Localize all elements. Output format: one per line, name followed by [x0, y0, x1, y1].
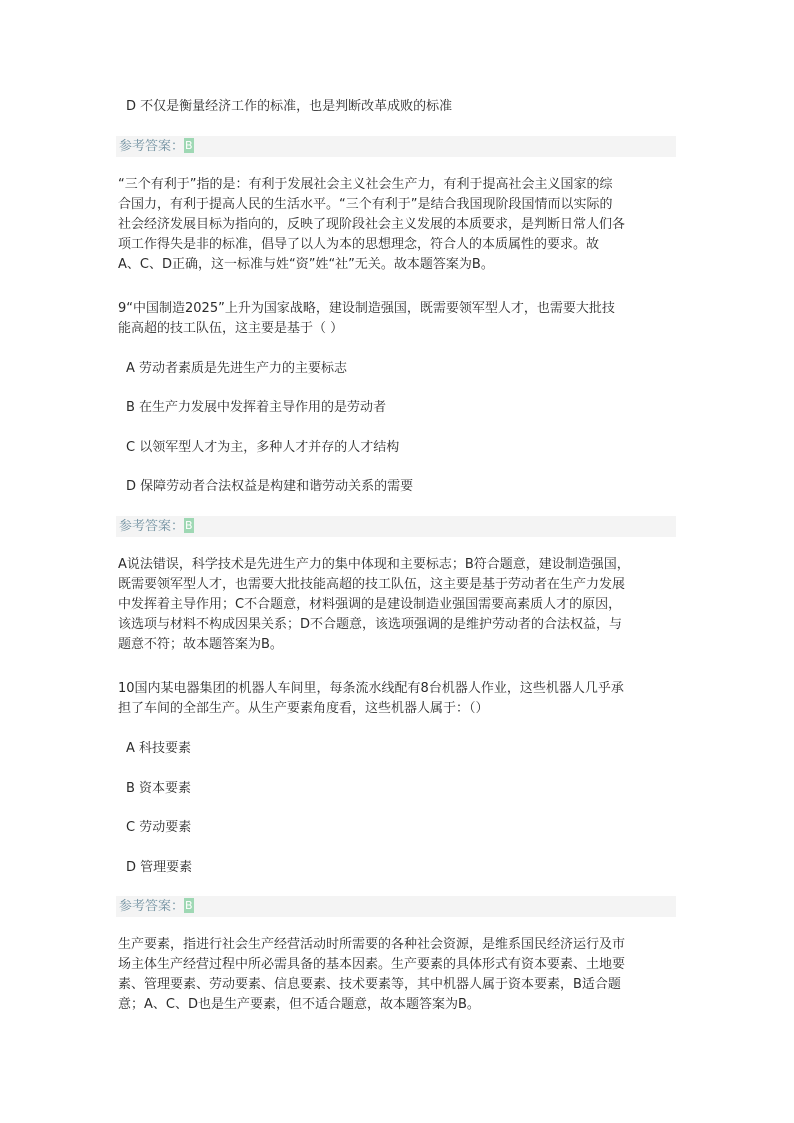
q10-option-c: C 劳动要素: [126, 820, 192, 835]
explanation-line: 意；A、C、D也是生产要素，但不适合题意，故本题答案为B。: [118, 997, 480, 1012]
question-line: 9“中国制造2025”上升为国家战略，建设制造强国，既需要领军型人才，也需要大批技: [118, 301, 615, 316]
q10-option-d: D 管理要素: [126, 860, 193, 875]
answer-label: 参考答案：: [119, 899, 185, 914]
explanation-line: A、C、D正确，这一标准与姓“资”姓“社”无关。故本题答案为B。: [118, 257, 494, 272]
answer-value: B: [185, 519, 193, 532]
answer-value: B: [185, 899, 193, 912]
q10-option-b: B 资本要素: [126, 781, 192, 796]
q9-explanation: [118, 555, 678, 655]
explanation-line: 题意不符；故本题答案为B。: [118, 637, 283, 652]
q9-option-c: C 以领军型人才为主，多种人才并存的人才结构: [126, 440, 400, 455]
q9-answer-bar: [116, 516, 676, 537]
explanation-line: 生产要素，指进行社会生产经营活动时所需要的各种社会资源，是维系国民经济运行及市: [118, 937, 626, 952]
answer-label: 参考答案：: [119, 139, 185, 154]
explanation-line: “三个有利于”指的是：有利于发展社会主义社会生产力，有利于提高社会主义国家的综: [118, 177, 613, 192]
answer-value: B: [185, 139, 193, 152]
q8-option-d: D 不仅是衡量经济工作的标准，也是判断改革成败的标准: [126, 99, 453, 114]
q10-explanation: [118, 935, 678, 1015]
explanation-line: 该选项与材料不构成因果关系；D不合题意，该选项强调的是维护劳动者的合法权益，与: [118, 617, 623, 632]
q8-answer-bar: [116, 136, 676, 157]
explanation-line: 中发挥着主导作用；C不合题意，材料强调的是建设制造业强国需要高素质人才的原因，: [118, 597, 622, 612]
q10-option-a: A 科技要素: [126, 741, 192, 756]
explanation-line: 既需要领军型人才，也需要大批技能高超的技工队伍，这主要是基于劳动者在生产力发展: [118, 577, 626, 592]
q9-option-d: D 保障劳动者合法权益是构建和谐劳动关系的需要: [126, 479, 414, 494]
q9-option-b: B 在生产力发展中发挥着主导作用的是劳动者: [126, 400, 387, 415]
explanation-line: 素、管理要素、劳动要素、信息要素、技术要素等，其中机器人属于资本要素，B适合题: [118, 977, 621, 992]
question-line: 担了车间的全部生产。从生产要素角度看，这些机器人属于：（）: [118, 701, 489, 716]
q9-question: [118, 299, 678, 339]
explanation-line: 合国力，有利于提高人民的生活水平。“三个有利于”是结合我国现阶段国情而以实际的: [118, 197, 613, 212]
q8-explanation: [118, 175, 678, 275]
explanation-line: 项工作得失是非的标准，倡导了以人为本的思想理念，符合人的本质属性的要求。故: [118, 237, 600, 252]
question-line: 10国内某电器集团的机器人车间里，每条流水线配有8台机器人作业，这些机器人几乎承: [118, 681, 624, 696]
explanation-line: 场主体生产经营过程中所必需具备的基本因素。生产要素的具体形式有资本要素、土地要: [118, 957, 626, 972]
question-line: 能高超的技工队伍，这主要是基于（ ）: [118, 321, 344, 336]
q10-answer-bar: [116, 896, 676, 917]
q9-option-a: A 劳动者素质是先进生产力的主要标志: [126, 361, 348, 376]
explanation-line: A说法错误，科学技术是先进生产力的集中体现和主要标志；B符合题意，建设制造强国，: [118, 557, 630, 572]
answer-label: 参考答案：: [119, 519, 185, 534]
explanation-line: 社会经济发展目标为指向的，反映了现阶段社会主义发展的本质要求，是判断日常人们各: [118, 217, 626, 232]
q10-question: [118, 679, 678, 719]
